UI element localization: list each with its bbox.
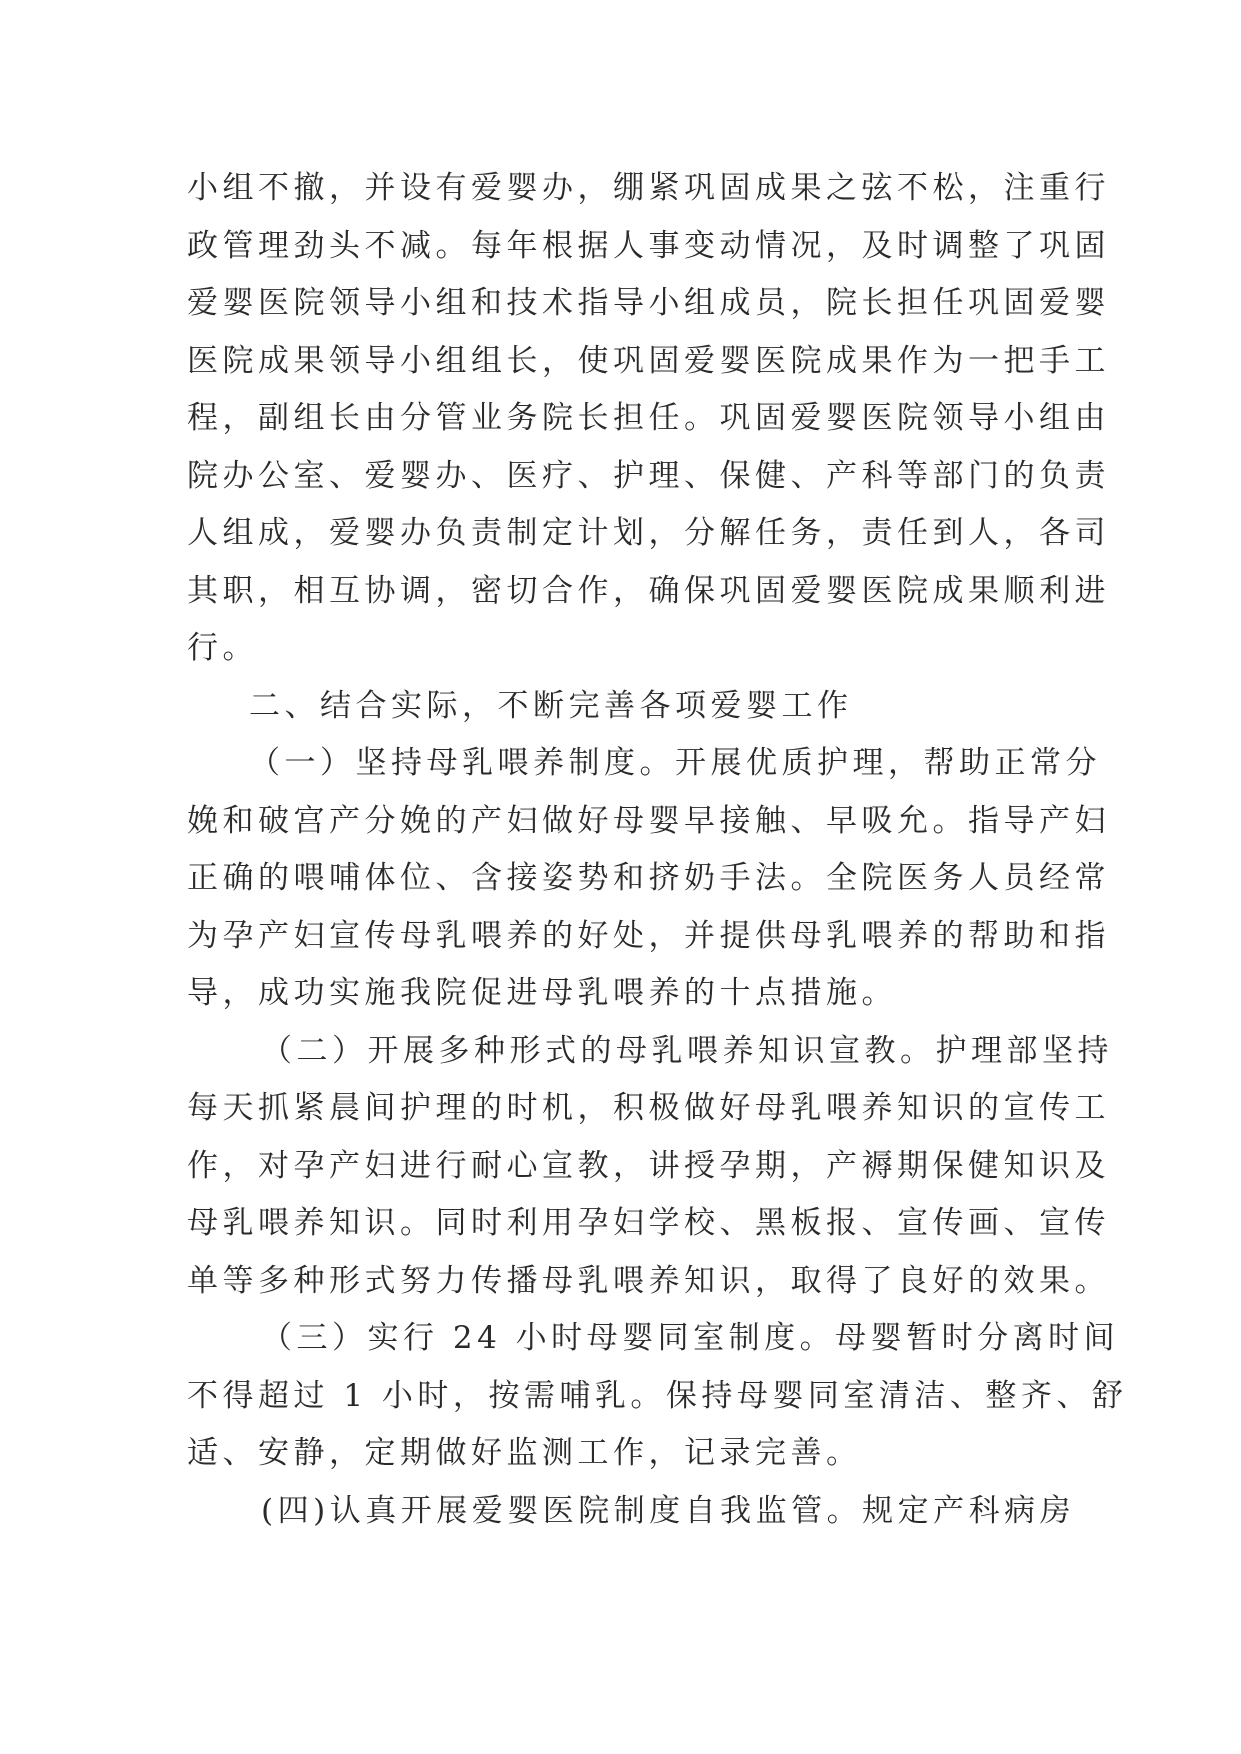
subsection-first-line: (四)认真开展爱婴医院制度自我监管。规定产科病房 [261,1492,1076,1529]
text-line: 爱婴医院领导小组和技术指导小组成员，院长担任巩固爱婴 [187,285,1110,321]
text-line: 为孕产妇宣传母乳喂养的好处，并提供母乳喂养的帮助和指 [187,917,1110,954]
section-heading: 二、结合实际，不断完善各项爱婴工作 [249,687,853,724]
subsection-first-line: （三）实行 24 小时母婴同室制度。母婴暂时分离时间 [261,1320,1120,1356]
text-line: 导，成功实施我院促进母乳喂养的十点措施。 [187,975,897,1011]
text-line: 正确的喂哺体位、含接姿势和挤奶手法。全院医务人员经常 [187,860,1110,896]
text-line: 作，对孕产妇进行耐心宣教，讲授孕期，产褥期保健知识及 [187,1147,1110,1184]
text-line: 院办公室、爱婴办、医疗、护理、保健、产科等部门的负责 [187,457,1110,494]
text-line: 小组不撤，并设有爱婴办，绷紧巩固成果之弦不松，注重行 [187,170,1110,206]
text-line: 娩和破宫产分娩的产妇做好母婴早接触、早吸允。指导产妇 [187,802,1110,839]
text-line: 单等多种形式努力传播母乳喂养知识，取得了良好的效果。 [187,1262,1110,1299]
text-line: 行。 [187,630,258,666]
subsection-first-line: （一）坚持母乳喂养制度。开展优质护理，帮助正常分 [249,745,1101,781]
text-line: 不得超过 1 小时，按需哺乳。保持母婴同室清洁、整齐、舒 [187,1377,1128,1414]
text-line: 适、安静，定期做好监测工作，记录完善。 [187,1435,862,1471]
text-line: 母乳喂养知识。同时利用孕妇学校、黑板报、宣传画、宣传 [187,1205,1110,1241]
text-line: 人组成，爱婴办负责制定计划，分解任务，责任到人，各司 [187,515,1110,551]
text-line: 政管理劲头不减。每年根据人事变动情况，及时调整了巩固 [187,227,1110,264]
text-line: 其职，相互协调，密切合作，确保巩固爱婴医院成果顺利进 [187,572,1110,609]
text-line: 每天抓紧晨间护理的时机，积极做好母乳喂养知识的宣传工 [187,1090,1110,1126]
subsection-first-line: （二）开展多种形式的母乳喂养知识宣教。护理部坚持 [261,1032,1113,1069]
text-line: 程，副组长由分管业务院长担任。巩固爱婴医院领导小组由 [187,400,1110,436]
text-line: 医院成果领导小组组长，使巩固爱婴医院成果作为一把手工 [187,342,1110,379]
body-text [187,160,1128,1540]
